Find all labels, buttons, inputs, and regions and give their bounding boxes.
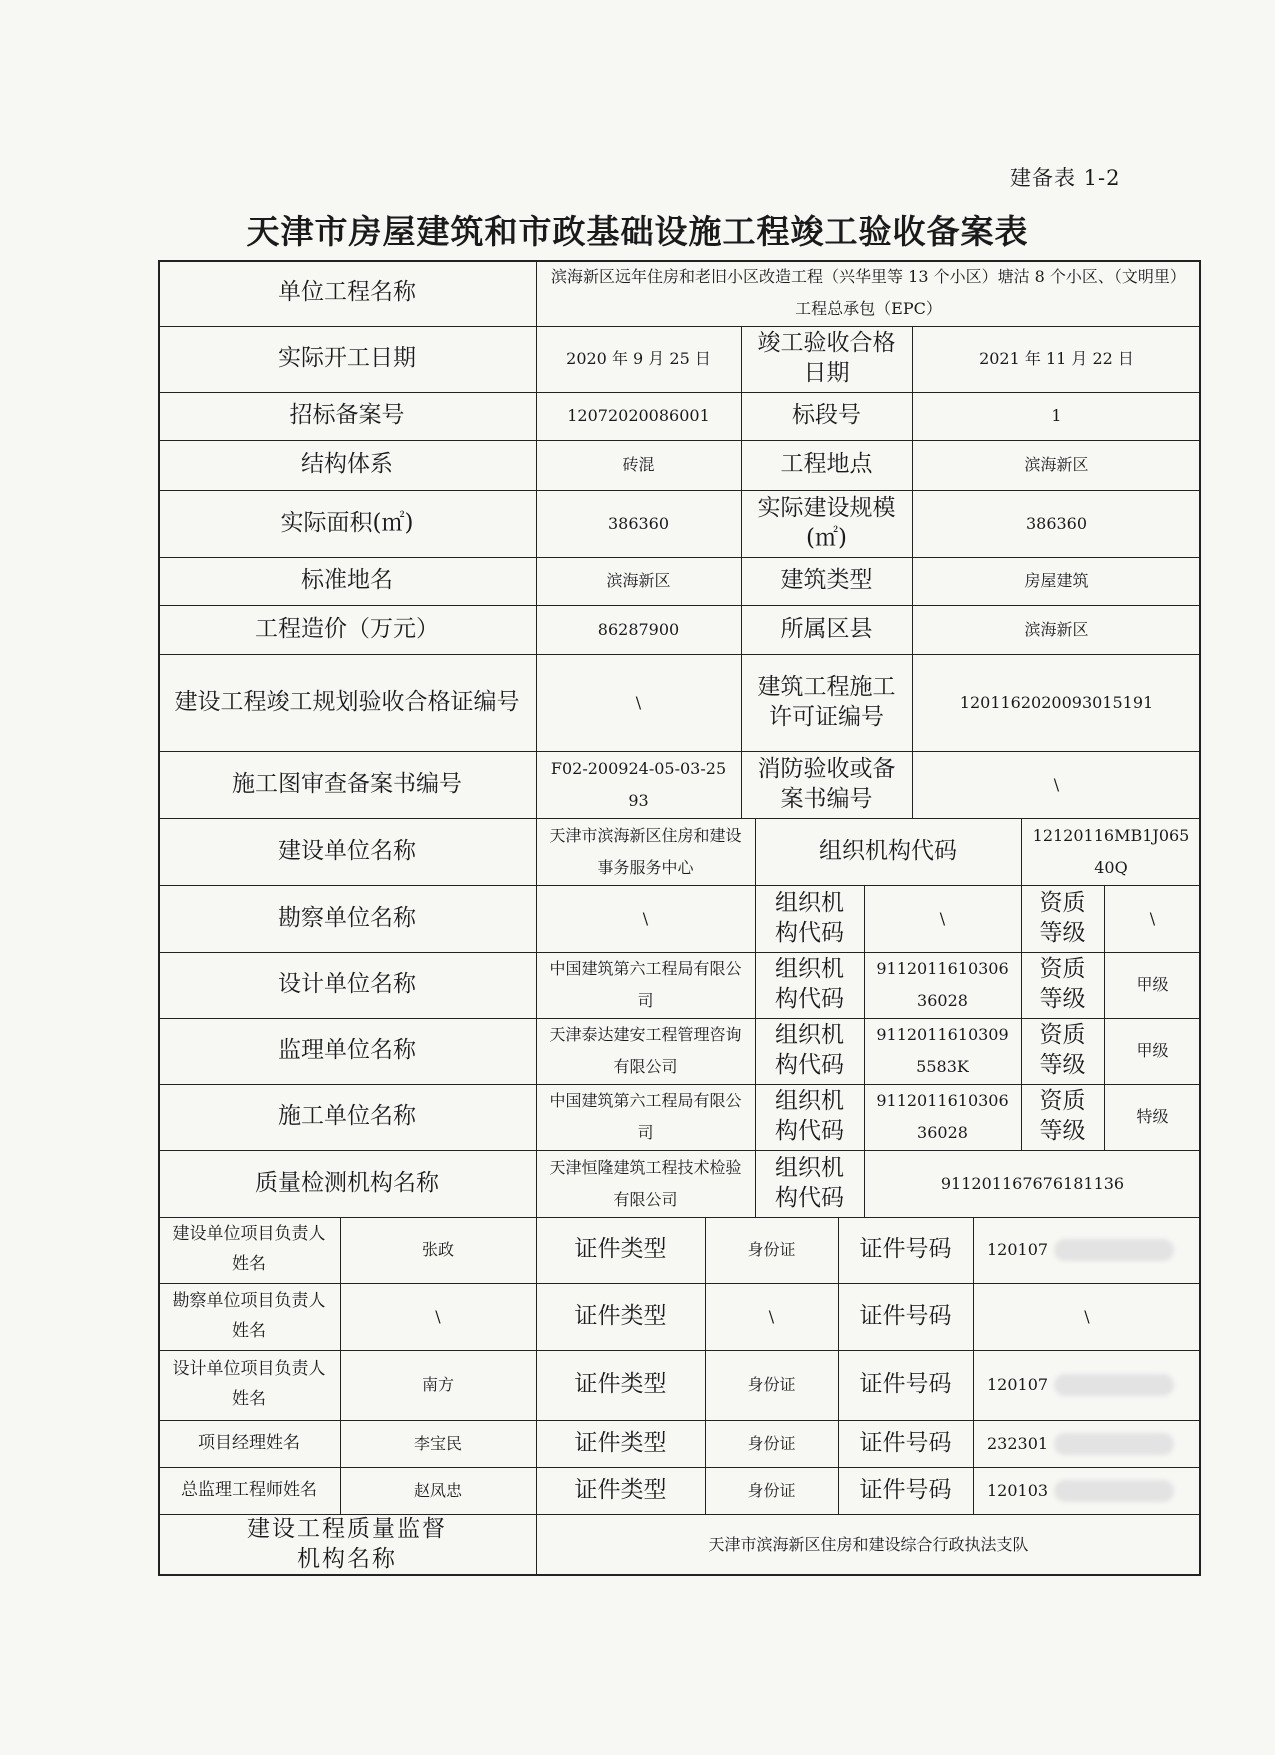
person-role: 总监理工程师姓名 (181, 1479, 317, 1500)
supervision-value: 天津市滨海新区住房和建设综合行政执法支队 (708, 1535, 1029, 1554)
person-role: 项目经理姓名 (198, 1432, 300, 1453)
bid-record-label: 招标备案号 (289, 402, 405, 429)
area-value: 386360 (607, 513, 670, 533)
person-name: 李宝民 (413, 1433, 462, 1453)
redaction-mask (1054, 1239, 1174, 1261)
construction-code: 911201161030636028 (876, 1091, 1009, 1142)
place-name-value: 滨海新区 (606, 571, 671, 590)
id-type: 身份证 (747, 1433, 796, 1453)
structure-label: 结构体系 (301, 451, 393, 478)
section-no-value: 1 (1051, 406, 1062, 425)
supervisor-code-label: 组织机构代码 (775, 1022, 844, 1078)
district-value: 滨海新区 (1024, 619, 1089, 639)
bid-record-value: 12072020086001 (567, 406, 710, 425)
design-unit-name: 中国建筑第六工程局有限公司 (549, 959, 742, 1010)
id-type: 身份证 (747, 1480, 796, 1500)
redaction-mask (1054, 1480, 1174, 1502)
construction-code-label: 组织机构代码 (775, 1088, 844, 1144)
id-type: 身份证 (747, 1375, 796, 1394)
design-unit-label: 设计单位名称 (278, 971, 416, 998)
survey-grade: \ (1149, 908, 1156, 928)
structure-value: 砖混 (622, 455, 655, 474)
id-type-label: 证件类型 (574, 1476, 667, 1503)
id-no: 120107 (987, 1375, 1049, 1394)
acceptance-date-label: 竣工验收合格日期 (757, 330, 896, 386)
form-title: 天津市房屋建筑和市政基础设施工程竣工验收备案表 (246, 212, 1029, 251)
id-no-label: 证件号码 (859, 1429, 952, 1456)
person-role: 勘察单位项目负责人姓名 (172, 1290, 326, 1341)
survey-code-label: 组织机构代码 (775, 889, 844, 946)
construction-unit-name: 中国建筑第六工程局有限公司 (549, 1091, 742, 1142)
project-name-label: 单位工程名称 (278, 279, 416, 306)
fire-record-value: \ (1053, 774, 1060, 794)
id-type: \ (768, 1306, 775, 1326)
person-role: 设计单位项目负责人姓名 (172, 1359, 326, 1409)
supervisor-code: 91120116103095583K (876, 1025, 1009, 1076)
project-name-value: 滨海新区远年住房和老旧小区改造工程（兴华里等 13 个小区）塘沽 8 个小区、（文明里）工程总承包（EPC） (551, 267, 1186, 318)
cost-value: 86287900 (597, 619, 680, 639)
place-name-label: 标准地名 (301, 567, 393, 594)
id-type-label: 证件类型 (574, 1236, 667, 1263)
section-no-label: 标段号 (792, 402, 861, 429)
person-name: \ (435, 1306, 441, 1326)
developer-label: 建设单位名称 (278, 837, 416, 864)
permit-label: 建筑工程施工许可证编号 (757, 673, 896, 730)
design-grade-label: 资质等级 (1039, 956, 1086, 1012)
id-no-label: 证件号码 (859, 1371, 952, 1398)
id-no-label: 证件号码 (859, 1236, 952, 1263)
survey-unit-name: \ (642, 908, 649, 928)
supervisor-unit-label: 监理单位名称 (278, 1037, 416, 1064)
quality-inspection-name: 天津恒隆建筑工程技术检验有限公司 (549, 1157, 742, 1209)
developer-value: 天津市滨海新区住房和建设事务服务中心 (549, 825, 742, 877)
id-no-cell (973, 1467, 1201, 1514)
id-no-cell (973, 1350, 1201, 1420)
district-label: 所属区县 (780, 615, 873, 642)
quality-code: 911201167676181136 (940, 1173, 1125, 1193)
supervisor-unit-name: 天津泰达建安工程管理咨询有限公司 (549, 1025, 742, 1076)
acceptance-date-value: 2021 年 11 月 22 日 (979, 349, 1134, 368)
survey-code: \ (939, 908, 946, 928)
design-code-label: 组织机构代码 (775, 956, 844, 1012)
area-label: 实际面积(㎡) (280, 509, 414, 536)
survey-unit-label: 勘察单位名称 (278, 904, 416, 931)
supervisor-grade: 甲级 (1136, 1041, 1169, 1060)
id-no: \ (1084, 1306, 1090, 1326)
person-name: 赵凤忠 (413, 1480, 462, 1500)
drawing-review-value: F02-200924-05-03-2593 (550, 758, 727, 810)
start-date-label: 实际开工日期 (278, 345, 416, 372)
person-name: 张政 (421, 1240, 454, 1259)
redaction-mask (1054, 1433, 1174, 1455)
fire-record-label: 消防验收或备案书编号 (757, 755, 896, 812)
id-no: 120107 (987, 1240, 1049, 1259)
location-value: 滨海新区 (1024, 455, 1089, 474)
redaction-mask (1054, 1374, 1174, 1396)
start-date-value: 2020 年 9 月 25 日 (566, 349, 711, 368)
id-type-label: 证件类型 (574, 1371, 667, 1398)
id-no: 232301 (987, 1433, 1049, 1453)
quality-inspection-label: 质量检测机构名称 (255, 1169, 439, 1196)
scale-label: 实际建设规模(㎡) (757, 494, 896, 551)
id-no-cell (973, 1420, 1201, 1467)
id-no-cell (973, 1217, 1201, 1283)
person-name: 南方 (421, 1375, 454, 1394)
id-type-label: 证件类型 (574, 1302, 667, 1329)
supervision-label: 建设工程质量监督机构名称 (247, 1516, 447, 1572)
supervisor-grade-label: 资质等级 (1039, 1022, 1086, 1078)
building-type-label: 建筑类型 (780, 567, 873, 594)
developer-code-value: 12120116MB1J06540Q (1032, 825, 1190, 877)
survey-grade-label: 资质等级 (1039, 889, 1086, 946)
person-role: 建设单位项目负责人姓名 (172, 1224, 326, 1274)
drawing-review-label: 施工图审查备案书编号 (232, 770, 462, 797)
location-label: 工程地点 (780, 451, 873, 478)
design-grade: 甲级 (1136, 975, 1169, 994)
developer-code-label: 组织机构代码 (819, 837, 957, 864)
permit-value: 12011620200930151​91 (959, 692, 1154, 712)
planning-cert-label: 建设工程竣工规划验收合格证编号 (174, 688, 520, 715)
construction-unit-label: 施工单位名称 (278, 1103, 416, 1130)
planning-cert-value: \ (635, 692, 642, 712)
id-type: 身份证 (747, 1240, 796, 1259)
cost-label: 工程造价（万元） (255, 615, 439, 642)
id-no-label: 证件号码 (859, 1476, 952, 1503)
id-no: 120103 (987, 1480, 1049, 1500)
construction-grade: 特级 (1136, 1107, 1169, 1126)
id-no-label: 证件号码 (859, 1302, 952, 1329)
building-type-value: 房屋建筑 (1024, 571, 1089, 590)
id-type-label: 证件类型 (574, 1429, 667, 1456)
design-code: 911201161030636028 (876, 959, 1009, 1010)
scale-value: 386360 (1025, 513, 1088, 533)
construction-grade-label: 资质等级 (1039, 1088, 1086, 1144)
quality-code-label: 组织机构代码 (775, 1154, 844, 1211)
form-number: 建备表 1-2 (1010, 166, 1121, 190)
